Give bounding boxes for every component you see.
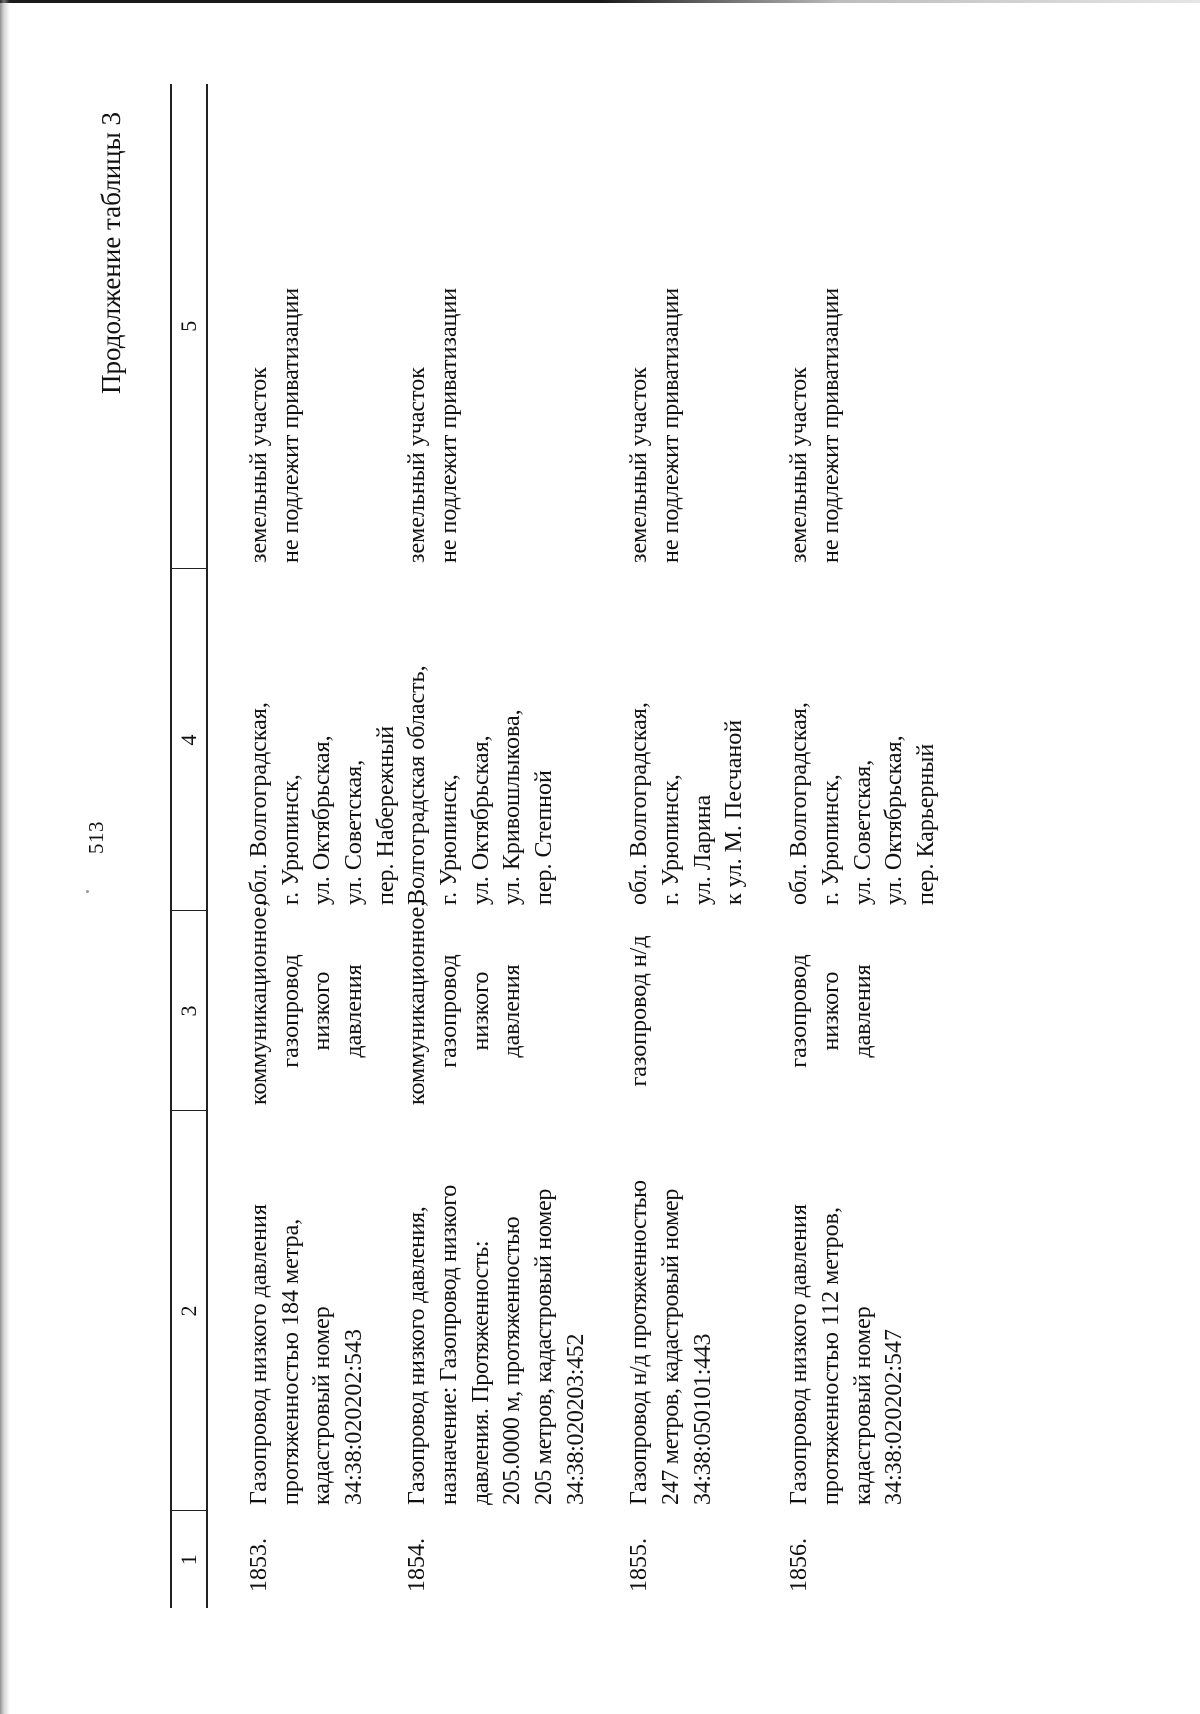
header-col-1: 1 — [171, 1511, 207, 1608]
object-purpose — [784, 911, 954, 1111]
row-number — [784, 1511, 954, 1608]
table-continuation-caption: Продолжение таблицы 3 — [96, 112, 126, 394]
object-note-text: земельный участок не подлежит приватизации — [786, 287, 845, 563]
header-row — [171, 84, 207, 1608]
header-col-3: 3 — [171, 911, 207, 1111]
object-address — [402, 569, 624, 911]
object-address-text: Волгоградская область, г. Урюпинск, ул. Октябрьская, ул. Кривошлыкова, пер. Степной — [404, 665, 558, 905]
row-number-text: 1854. — [404, 1538, 431, 1592]
object-description-text: Газопровод низкого давления протяженностью 112 метров, кадастровый номер 34:38:020202:547 — [786, 1204, 908, 1505]
row-number-text: 1856. — [786, 1538, 813, 1592]
object-purpose — [402, 900, 624, 1111]
object-purpose-text: коммуникационное, газопровод низкого давления — [246, 900, 368, 1105]
object-description — [402, 1111, 624, 1511]
table-header — [171, 84, 207, 1608]
object-address — [784, 569, 954, 911]
object-description — [207, 1111, 402, 1511]
object-note — [624, 84, 784, 569]
row-number-text: 1855. — [626, 1538, 653, 1592]
row-number-text: 1853. — [246, 1538, 272, 1592]
object-address — [624, 569, 784, 911]
page-number: 513 — [84, 821, 108, 854]
object-address-text: обл. Волгоградская, г. Урюпинск, ул. Октябрьская, ул. Советская, пер. Набережный — [246, 702, 399, 905]
object-description-text: Газопровод низкого давления протяженностью 184 метра, кадастровый номер 34:38:020202:543 — [246, 1204, 368, 1505]
object-purpose — [624, 911, 784, 1111]
object-purpose-text: коммуникационное, газопровод низкого давления — [404, 900, 526, 1105]
row-number — [624, 1511, 784, 1608]
object-description-text: Газопровод низкого давления, назначение: Газопровод низкого давления. Протяженность: 205.0000 м, протяженностью 205 метров, кадастровый номер 34:38:020203:452 — [404, 1185, 589, 1505]
object-purpose — [207, 900, 402, 1111]
object-purpose-text: газопровод н/д — [626, 935, 653, 1087]
row-number — [207, 1511, 402, 1608]
header-col-5: 5 — [171, 84, 207, 569]
table-row — [784, 84, 954, 1608]
object-note-text: земельный участок не подлежит приватизации — [404, 287, 463, 563]
object-note — [207, 84, 402, 569]
row-number — [402, 1511, 624, 1608]
object-note — [402, 84, 624, 569]
object-description — [624, 1111, 784, 1511]
object-purpose-text: газопровод низкого давления — [786, 954, 876, 1068]
header-col-4: 4 — [171, 569, 207, 911]
object-note-text: земельный участок не подлежит приватизации — [246, 287, 304, 563]
object-address-text: обл. Волгоградская, г. Урюпинск, ул. Ларина к ул. М. Песчаной — [626, 702, 748, 905]
object-note-text: земельный участок не подлежит приватизации — [626, 287, 685, 563]
table-row — [624, 84, 784, 1608]
table-body — [207, 84, 954, 1608]
table-row — [207, 84, 402, 1608]
object-note — [784, 84, 954, 569]
object-address-text: обл. Волгоградская, г. Урюпинск, ул. Советская, ул. Октябрьская, пер. Карьерный — [786, 702, 940, 905]
property-registry-table — [170, 84, 954, 1608]
object-description — [784, 1111, 954, 1511]
object-description-text: Газопровод н/д протяженностью 247 метров, кадастровый номер 34:38:050101:443 — [626, 1180, 716, 1505]
object-address — [207, 569, 402, 911]
table-row — [402, 84, 624, 1608]
header-col-2: 2 — [171, 1111, 207, 1511]
